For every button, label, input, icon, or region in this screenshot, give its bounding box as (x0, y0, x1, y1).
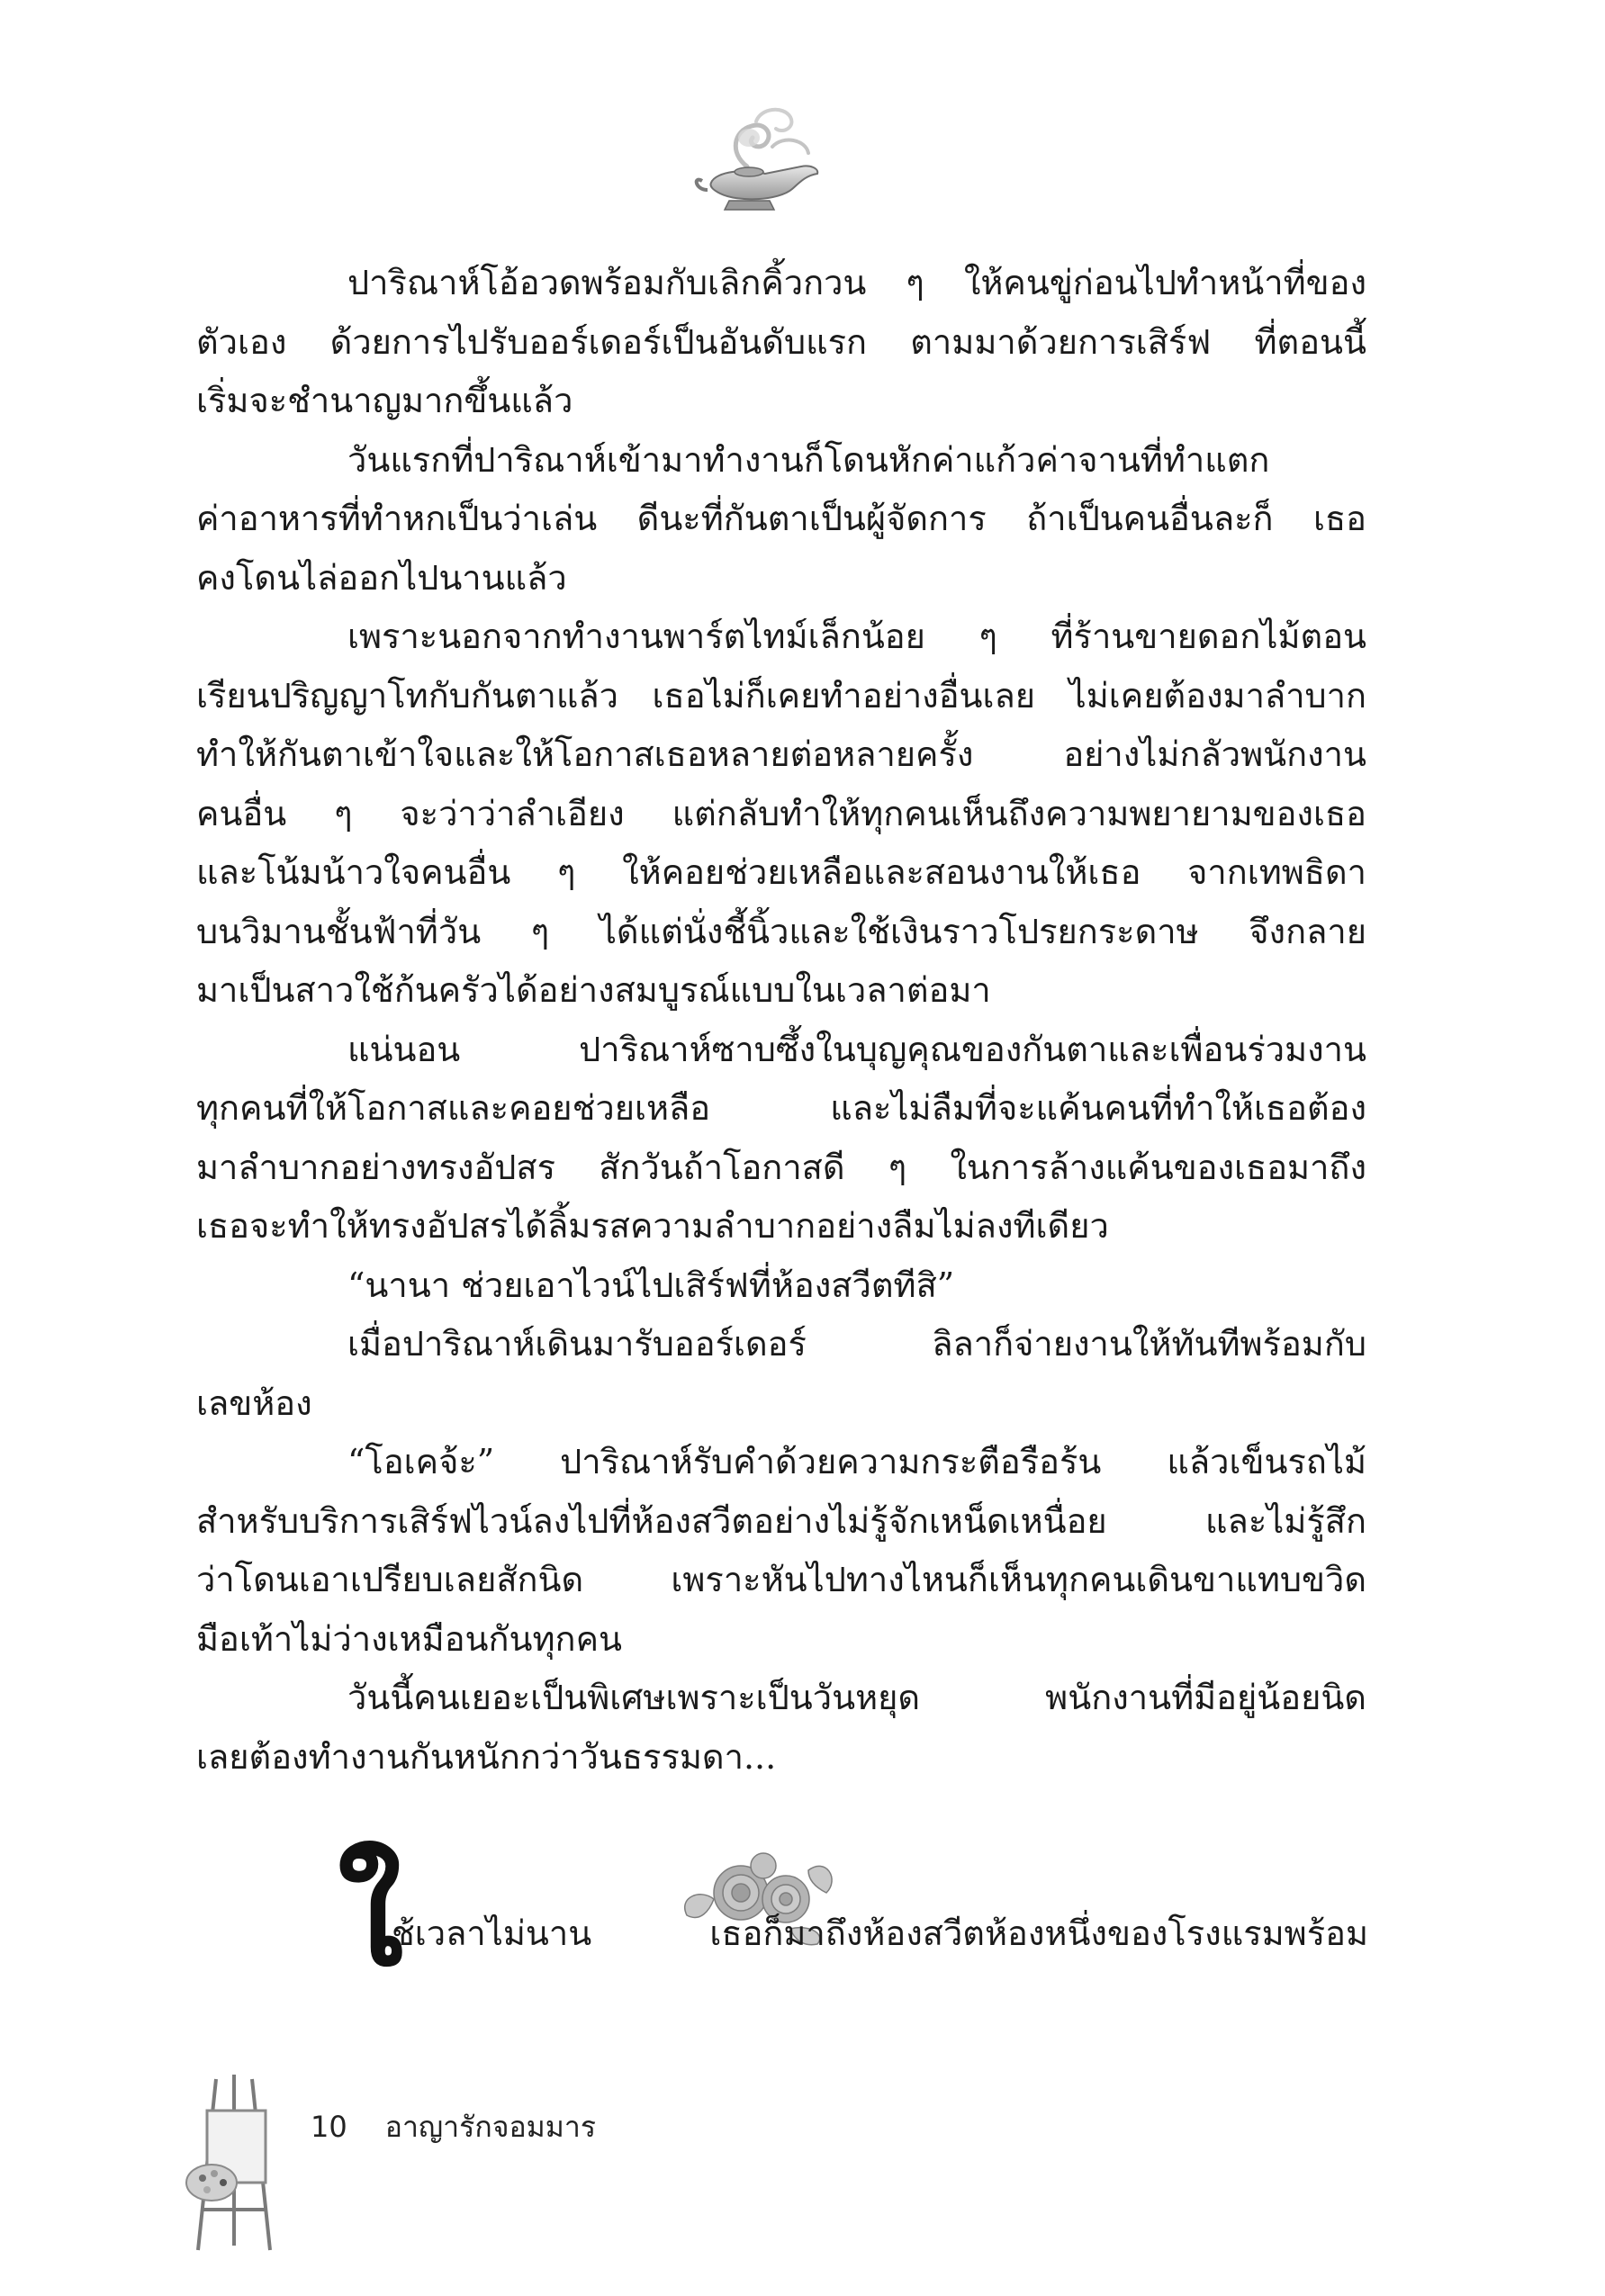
paragraph (196, 431, 1366, 608)
paragraph (196, 1021, 1366, 1256)
text-line: มาเป็นสาวใช้ก้นครัวได้อย่างสมบูรณ์แบบในเวลาต่อมา (196, 970, 991, 1010)
text-line: มาลำบากอย่างทรงอัปสร สักวันถ้าโอกาสดี ๆ ในการล้างแค้นของเธอมาถึง (196, 1147, 1366, 1187)
drop-cap-letter: ใ (338, 1838, 404, 1996)
drop-cap-line: ช้เวลาไม่นาน เธอก็มาถึงห้องสวีตห้องหนึ่งของโรงแรมพร้อม (392, 1913, 1368, 1953)
text-line: วันแรกที่ปาริณาห์เข้ามาทำงานก็โดนหักค่าแก้วค่าจานที่ทำแตก (347, 439, 1270, 480)
text-line: คนอื่น ๆ จะว่าว่าลำเอียง แต่กลับทำให้ทุกคนเห็นถึงความพยายามของเธอ (196, 793, 1366, 833)
paragraph (196, 1256, 1366, 1316)
text-line: และโน้มน้าวใจคนอื่น ๆ ให้คอยช่วยเหลือและสอนงานให้เธอ จากเทพธิดา (196, 852, 1366, 892)
text-line: เลขห้อง (196, 1382, 312, 1423)
text-line: เลยต้องทำงานกันหนักกว่าวันธรรมดา... (196, 1736, 777, 1777)
text-line: ทุกคนที่ให้โอกาสและคอยช่วยเหลือ และไม่ลืมที่จะแค้นคนที่ทำให้เธอต้อง (196, 1088, 1366, 1128)
text-line: ตัวเอง ด้วยการไปรับออร์เดอร์เป็นอันดับแรก ตามมาด้วยการเสิร์ฟ ที่ตอนนี้ (196, 321, 1366, 362)
paragraph (196, 608, 1366, 1021)
text-line: “โอเคจ้ะ” ปาริณาห์รับคำด้วยความกระตือรือร้น แล้วเข็นรถไม้ (347, 1442, 1366, 1481)
text-line: ค่าอาหารที่ทำหกเป็นว่าเล่น ดีนะที่กันตาเป็นผู้จัดการ ถ้าเป็นคนอื่นละก็ เธอ (196, 499, 1366, 538)
paragraph (196, 254, 1366, 431)
paragraph (196, 1433, 1366, 1669)
page-number: 10 (311, 2110, 347, 2144)
text-line: “นานา ช่วยเอาไวน์ไปเสิร์ฟที่ห้องสวีตทีสิ” (347, 1265, 955, 1305)
text-line: บนวิมานชั้นฟ้าที่วัน ๆ ได้แต่นั่งชี้นิ้วและใช้เงินราวโปรยกระดาษ จึงกลาย (196, 911, 1366, 951)
text-line: วันนี้คนเยอะเป็นพิเศษเพราะเป็นวันหยุด พนักงานที่มีอยู่น้อยนิด (347, 1678, 1366, 1717)
genie-lamp-icon (693, 104, 828, 216)
text-line: มือเท้าไม่ว่างเหมือนกันทุกคน (196, 1618, 622, 1659)
page-footer (311, 2104, 596, 2150)
text-line: เริ่มจะชำนาญมากขึ้นแล้ว (196, 381, 573, 420)
text-line: เธอจะทำให้ทรงอัปสรได้ลิ้มรสความลำบากอย่างลืมไม่ลงทีเดียว (196, 1206, 1109, 1246)
easel-palette-icon (180, 2075, 288, 2255)
text-line: เมื่อปาริณาห์เดินมารับออร์เดอร์ ลิลาก็จ่ายงานให้ทันทีพร้อมกับ (347, 1324, 1366, 1364)
text-line: เพราะนอกจากทำงานพาร์ตไทม์เล็กน้อย ๆ ที่ร้านขายดอกไม้ตอน (347, 617, 1366, 656)
text-line: คงโดนไล่ออกไปนานแล้ว (196, 557, 567, 598)
text-line: ปาริณาห์โอ้อวดพร้อมกับเลิกคิ้วกวน ๆ ให้คนขู่ก่อนไปทำหน้าที่ของ (347, 263, 1366, 302)
text-line: ว่าโดนเอาเปรียบเลยสักนิด เพราะหันไปทางไหนก็เห็นทุกคนเดินขาแทบขวิด (196, 1560, 1366, 1599)
text-line: สำหรับบริการเสิร์ฟไวน์ลงไปที่ห้องสวีตอย่างไม่รู้จักเหน็ดเหนื่อย และไม่รู้สึก (196, 1500, 1366, 1541)
book-title: อาญารักจอมมาร (384, 2110, 597, 2144)
paragraph (196, 1315, 1366, 1433)
paragraph (196, 1669, 1366, 1787)
body-text (196, 254, 1366, 1787)
text-line: เรียนปริญญาโทกับกันตาแล้ว เธอไม่ก็เคยทำอย่างอื่นเลย ไม่เคยต้องมาลำบาก (196, 675, 1366, 716)
text-line: ทำให้กันตาเข้าใจและให้โอกาสเธอหลายต่อหลายครั้ง อย่างไม่กลัวพนักงาน (196, 734, 1366, 774)
text-line: แน่นอน ปาริณาห์ซาบซึ้งในบุญคุณของกันตาและเพื่อนร่วมงาน (347, 1029, 1366, 1069)
